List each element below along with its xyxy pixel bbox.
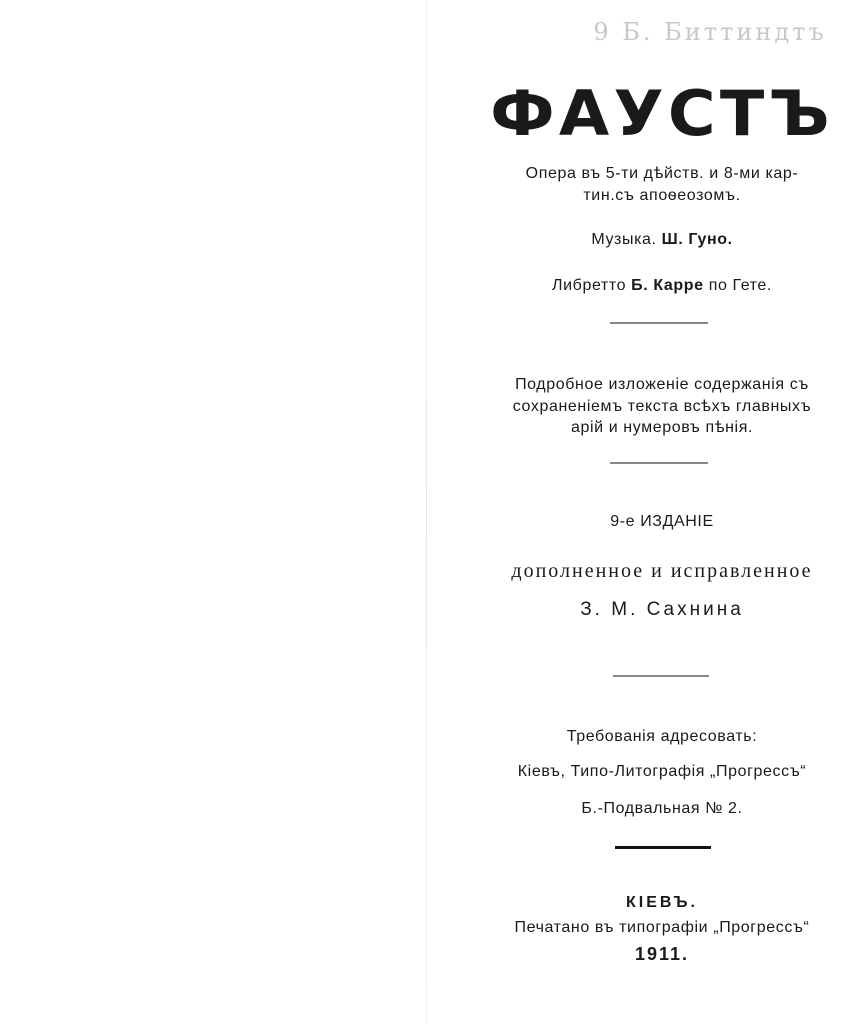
libretto-prefix: Либретто bbox=[552, 277, 627, 294]
orders-label: Требованія адресовать: bbox=[566, 728, 758, 745]
printed-by: Печатано въ типографіи „Прогрессъ“ bbox=[514, 919, 810, 936]
description-line-2: сохраненіемъ текста всѣхъ главныхъ bbox=[512, 398, 812, 415]
divider-thick bbox=[615, 846, 711, 849]
orders-address-2: Б.-Подвальная № 2. bbox=[581, 800, 743, 817]
editor-name: З. М. Сахнина bbox=[580, 599, 744, 620]
divider bbox=[610, 462, 708, 464]
music-credit bbox=[470, 230, 854, 250]
book-title: ФАУСТЪ bbox=[490, 77, 834, 150]
edition-note: дополненное и исправленное bbox=[511, 560, 813, 582]
libretto-credit bbox=[470, 276, 854, 296]
music-prefix: Музыка. bbox=[591, 231, 657, 248]
city: КІЕВЪ. bbox=[626, 894, 698, 911]
libretto-suffix: по Гете. bbox=[708, 277, 772, 294]
libretto-author: Б. Карре bbox=[631, 277, 704, 294]
music-author: Ш. Гуно. bbox=[661, 231, 733, 248]
description-line-3: арій и нумеровъ пѣнія. bbox=[570, 419, 754, 436]
edition: 9-е ИЗДАНІЕ bbox=[610, 513, 714, 530]
year: 1911. bbox=[634, 944, 690, 964]
divider bbox=[613, 675, 709, 677]
divider bbox=[610, 322, 708, 324]
orders-address-1: Кіевъ, Типо-Литографія „Прогрессъ“ bbox=[517, 763, 807, 780]
subtitle-line-1: Опера въ 5-ти дѣйств. и 8-ми кар- bbox=[525, 165, 799, 182]
library-stamp: 9 Б. Биттиндтъ bbox=[593, 18, 827, 46]
subtitle-line-2: тин.съ апоѳеозомъ. bbox=[583, 187, 741, 204]
page-fold bbox=[426, 0, 427, 1024]
description-line-1: Подробное изложеніе содержанія съ bbox=[515, 376, 809, 393]
